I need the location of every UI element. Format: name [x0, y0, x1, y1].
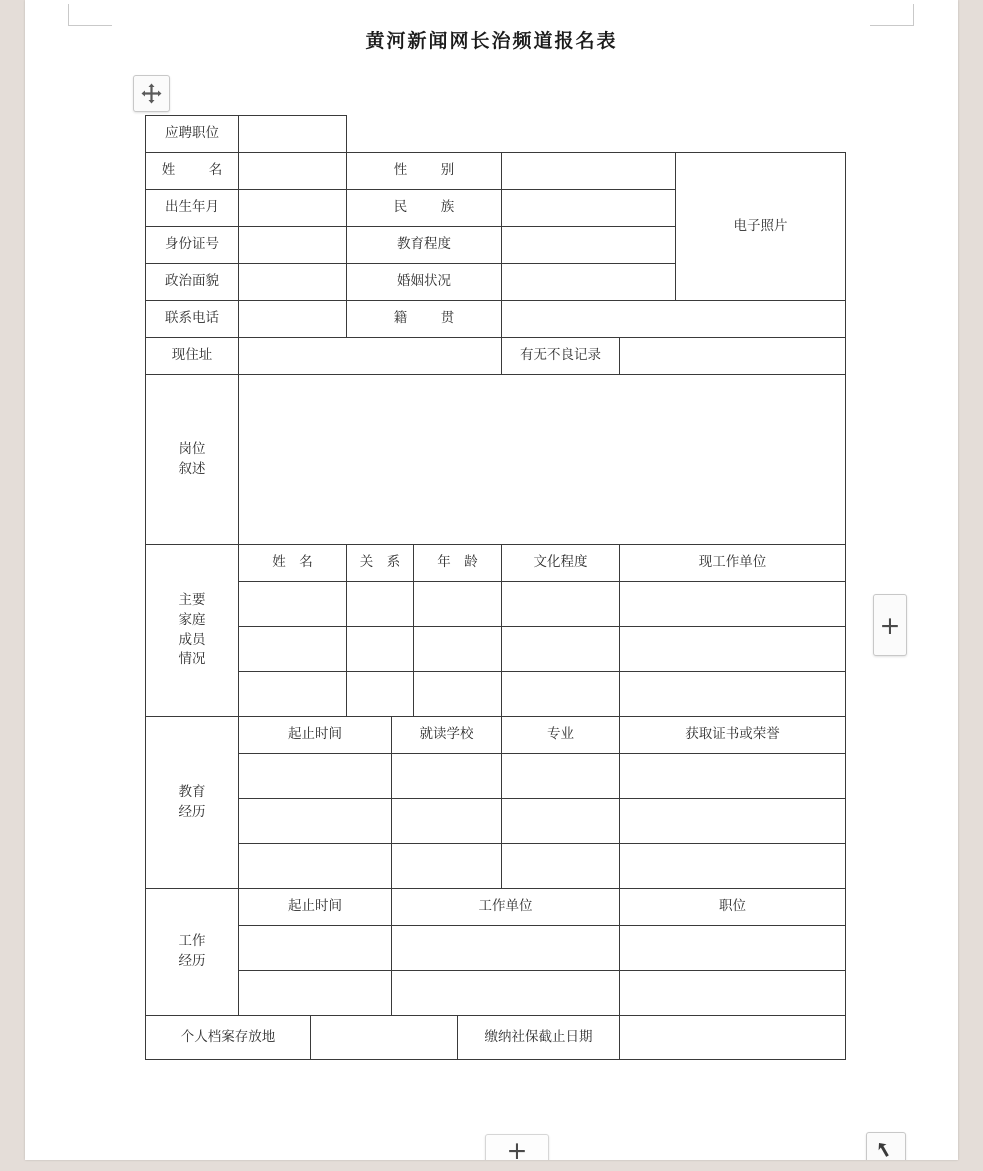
label-work-line1: 工作	[178, 933, 206, 950]
label-native-place: 籍 贯	[347, 301, 502, 338]
label-name: 姓 名	[146, 153, 239, 190]
field-birth[interactable]	[239, 190, 347, 227]
education-cell-school[interactable]	[392, 799, 502, 844]
family-cell-age[interactable]	[414, 672, 502, 717]
label-ethnicity: 民 族	[347, 190, 502, 227]
field-name[interactable]	[239, 153, 347, 190]
family-col-header-age: 年 龄	[414, 545, 502, 582]
education-table-row	[146, 799, 846, 844]
resize-arrow-icon	[877, 1141, 895, 1159]
family-cell-name[interactable]	[239, 582, 347, 627]
field-marital-status[interactable]	[502, 264, 676, 301]
work-cell-period[interactable]	[239, 971, 392, 1016]
row-phone-native	[146, 301, 846, 338]
add-column-plus-icon: +	[879, 610, 901, 640]
field-bad-record[interactable]	[620, 338, 846, 375]
label-job-description-line2: 叙述	[178, 460, 206, 477]
family-col-header-relation: 关 系	[347, 545, 414, 582]
field-applied-position[interactable]	[239, 116, 347, 153]
education-cell-period[interactable]	[239, 754, 392, 799]
label-work-line2: 经历	[178, 953, 206, 969]
field-education-level[interactable]	[502, 227, 676, 264]
education-cell-major[interactable]	[502, 844, 620, 889]
move-arrows-icon	[141, 83, 162, 104]
row-family-header	[146, 545, 846, 582]
work-table-row	[146, 971, 846, 1016]
add-row-button[interactable]	[485, 1134, 549, 1160]
add-column-button[interactable]	[873, 594, 907, 656]
field-native-place[interactable]	[502, 301, 846, 338]
family-col-header-name: 姓 名	[239, 545, 347, 582]
field-archive-location[interactable]	[311, 1016, 458, 1060]
field-social-security-deadline[interactable]	[620, 1016, 846, 1060]
work-table-row	[146, 926, 846, 971]
label-education-line2: 经历	[178, 803, 206, 820]
family-col-header-workplace: 现工作单位	[620, 545, 846, 582]
family-cell-workplace[interactable]	[620, 582, 846, 627]
field-political-status[interactable]	[239, 264, 347, 301]
education-col-header-period: 起止时间	[239, 717, 392, 754]
work-col-header-company: 工作单位	[392, 889, 620, 926]
family-table-row	[146, 627, 846, 672]
family-cell-age[interactable]	[414, 627, 502, 672]
label-education-level: 教育程度	[347, 227, 502, 264]
family-table-row	[146, 672, 846, 717]
add-row-plus-icon: +	[506, 1135, 528, 1160]
family-cell-edu[interactable]	[502, 627, 620, 672]
label-family-line1: 主要	[178, 592, 206, 609]
row-job-description	[146, 375, 846, 545]
family-cell-relation[interactable]	[347, 582, 414, 627]
family-cell-name[interactable]	[239, 627, 347, 672]
field-address[interactable]	[239, 338, 502, 375]
education-cell-period[interactable]	[239, 844, 392, 889]
page-margin-mark-top-left	[68, 4, 112, 26]
label-id-number: 身份证号	[146, 227, 239, 264]
family-cell-name[interactable]	[239, 672, 347, 717]
label-gender: 性 别	[347, 153, 502, 190]
family-table-row	[146, 582, 846, 627]
label-social-security-deadline: 缴纳社保截止日期	[458, 1016, 620, 1060]
photo-placeholder[interactable]: 电子照片	[676, 153, 846, 301]
education-cell-school[interactable]	[392, 844, 502, 889]
education-cell-cert[interactable]	[620, 799, 846, 844]
field-phone[interactable]	[239, 301, 347, 338]
field-id-number[interactable]	[239, 227, 347, 264]
label-political-status: 政治面貌	[146, 264, 239, 301]
field-job-description[interactable]	[239, 375, 846, 545]
row-address-record	[146, 338, 846, 375]
field-gender[interactable]	[502, 153, 676, 190]
education-cell-period[interactable]	[239, 799, 392, 844]
education-table-row	[146, 754, 846, 799]
family-cell-relation[interactable]	[347, 627, 414, 672]
family-cell-edu[interactable]	[502, 582, 620, 627]
page-title: 黄河新闻网长治频道报名表	[365, 30, 618, 52]
document-page	[25, 0, 958, 1160]
row-education-header	[146, 717, 846, 754]
table-move-handle[interactable]	[133, 75, 170, 112]
row-applied-position	[146, 116, 846, 153]
label-address: 现住址	[146, 338, 239, 375]
work-col-header-position: 职位	[620, 889, 846, 926]
work-cell-company[interactable]	[392, 971, 620, 1016]
row-archive-social	[146, 1016, 846, 1060]
education-col-header-major: 专业	[502, 717, 620, 754]
row-work-header	[146, 889, 846, 926]
family-cell-edu[interactable]	[502, 672, 620, 717]
label-family-members	[146, 545, 239, 717]
education-col-header-school: 就读学校	[392, 717, 502, 754]
table-resize-handle[interactable]	[866, 1132, 906, 1160]
label-education-line1: 教育	[178, 783, 206, 800]
family-cell-relation[interactable]	[347, 672, 414, 717]
label-family-line3: 成员	[178, 631, 206, 648]
label-birth: 出生年月	[146, 190, 239, 227]
label-education-history	[146, 717, 239, 889]
label-family-line2: 家庭	[178, 611, 206, 628]
education-cell-school[interactable]	[392, 754, 502, 799]
work-cell-period[interactable]	[239, 926, 392, 971]
field-ethnicity[interactable]	[502, 190, 676, 227]
label-job-description	[146, 375, 239, 545]
work-cell-position[interactable]	[620, 971, 846, 1016]
label-work-history	[146, 889, 239, 1016]
education-cell-major[interactable]	[502, 754, 620, 799]
label-archive-location: 个人档案存放地	[146, 1016, 311, 1060]
family-col-header-edu: 文化程度	[502, 545, 620, 582]
label-marital-status: 婚姻状况	[347, 264, 502, 301]
label-applied-position: 应聘职位	[146, 116, 239, 153]
education-cell-cert[interactable]	[620, 754, 846, 799]
family-cell-workplace[interactable]	[620, 672, 846, 717]
label-job-description-line1: 岗位	[178, 440, 206, 457]
label-phone: 联系电话	[146, 301, 239, 338]
label-bad-record: 有无不良记录	[502, 338, 620, 375]
registration-form-table[interactable]	[145, 115, 846, 1060]
education-col-header-cert: 获取证书或荣誉	[620, 717, 846, 754]
work-cell-position[interactable]	[620, 926, 846, 971]
family-cell-workplace[interactable]	[620, 627, 846, 672]
education-cell-major[interactable]	[502, 799, 620, 844]
label-family-line4: 情况	[178, 651, 206, 668]
family-cell-age[interactable]	[414, 582, 502, 627]
work-cell-company[interactable]	[392, 926, 620, 971]
row-name-gender	[146, 153, 846, 190]
work-col-header-period: 起止时间	[239, 889, 392, 926]
education-table-row	[146, 844, 846, 889]
page-margin-mark-top-right	[870, 4, 914, 26]
education-cell-cert[interactable]	[620, 844, 846, 889]
